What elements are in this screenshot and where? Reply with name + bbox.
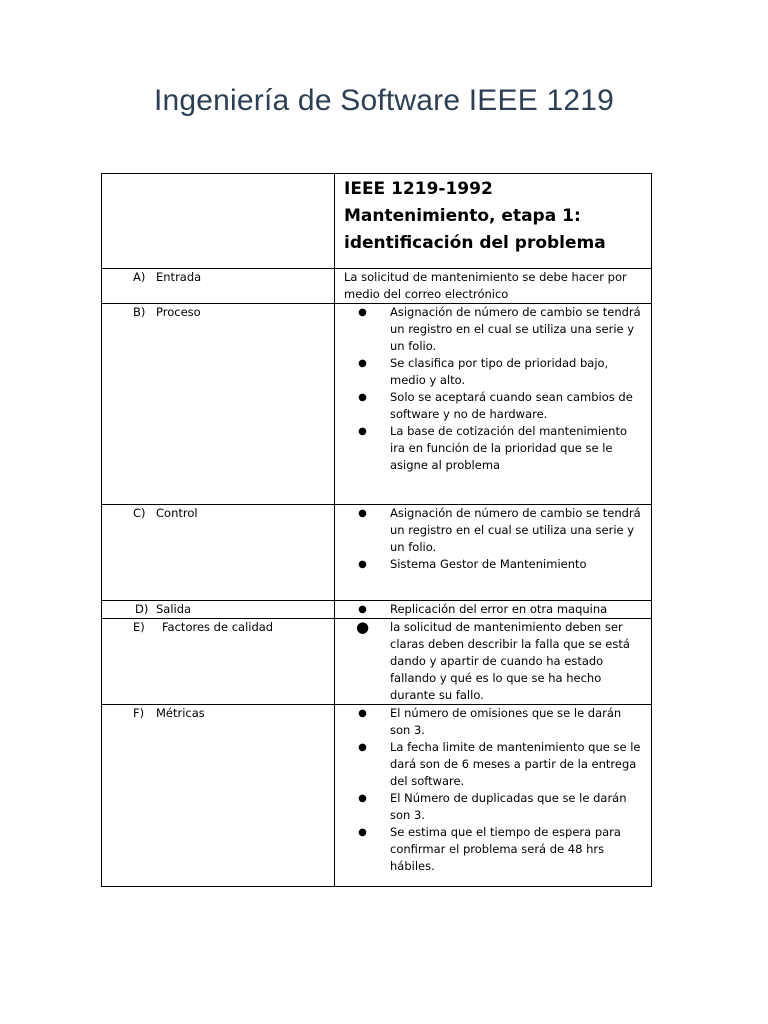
row-content-cell bbox=[335, 269, 652, 304]
list-item: ● La base de cotización del mantenimiento ira en función de la prioridad que se le asigne al problema bbox=[335, 423, 643, 474]
list-item: ● Se clasifica por tipo de prioridad bajo, medio y alto. bbox=[335, 355, 643, 389]
bullet-icon: ● bbox=[358, 708, 367, 719]
table-header-row bbox=[102, 174, 652, 269]
row-letter: E) bbox=[133, 620, 145, 634]
row-content-cell bbox=[335, 705, 652, 887]
row-content-cell bbox=[335, 619, 652, 705]
row-content-cell bbox=[335, 304, 652, 505]
bullet-icon: ● bbox=[358, 559, 367, 570]
list-item: ● Se estima que el tiempo de espera para confirmar el problema será de 48 hrs hábiles. bbox=[335, 824, 643, 875]
row-name: Entrada bbox=[156, 270, 202, 284]
row-name: Métricas bbox=[156, 706, 205, 720]
row-letter: B) bbox=[133, 305, 146, 319]
bullet-icon: ● bbox=[358, 426, 367, 437]
bullet-icon: ● bbox=[358, 358, 367, 369]
row-label-cell bbox=[102, 269, 335, 304]
header-stage: Mantenimiento, etapa 1: bbox=[344, 206, 581, 226]
table-row bbox=[102, 505, 652, 601]
row-letter: F) bbox=[133, 706, 145, 720]
row-letter: D) bbox=[135, 602, 149, 616]
row-label-cell bbox=[102, 619, 335, 705]
bullet-icon: ● bbox=[358, 604, 367, 615]
row-name: Factores de calidad bbox=[162, 620, 274, 634]
bullet-icon: ● bbox=[358, 307, 367, 318]
list-item: ● El número de omisiones que se le darán son 3. bbox=[335, 705, 643, 739]
bullet-icon: ● bbox=[358, 392, 367, 403]
bullet-icon: ● bbox=[358, 827, 367, 838]
header-standard: IEEE 1219-1992 bbox=[344, 179, 493, 199]
row-content-cell bbox=[335, 601, 652, 619]
row-name: Salida bbox=[156, 602, 192, 616]
row-label-cell bbox=[102, 304, 335, 505]
row-content-cell bbox=[335, 505, 652, 601]
header-topic: identificación del problema bbox=[344, 233, 606, 253]
bullet-icon: ● bbox=[358, 793, 367, 804]
table-row bbox=[102, 304, 652, 505]
list-item: ● Asignación de número de cambio se tendrá un registro en el cual se utiliza una serie y un folio. bbox=[335, 505, 643, 556]
header-cell bbox=[335, 174, 652, 269]
table-row bbox=[102, 601, 652, 619]
ieee-1219-table bbox=[101, 173, 652, 887]
bullet-icon: ● bbox=[358, 508, 367, 519]
row-label-cell bbox=[102, 505, 335, 601]
list-item: ● El Número de duplicadas que se le darán son 3. bbox=[335, 790, 643, 824]
bullet-icon: ● bbox=[355, 618, 370, 636]
row-name: Proceso bbox=[156, 305, 201, 319]
table-row bbox=[102, 705, 652, 887]
table-row bbox=[102, 269, 652, 304]
bullet-icon: ● bbox=[358, 742, 367, 753]
table-row bbox=[102, 619, 652, 705]
header-empty-cell bbox=[102, 174, 335, 269]
list-item: ● Replicación del error en otra maquina bbox=[335, 601, 643, 618]
row-letter: C) bbox=[133, 506, 146, 520]
list-item: ● La fecha limite de mantenimiento que se le dará son de 6 meses a partir de la entrega del software. bbox=[335, 739, 643, 790]
list-item: ● Solo se aceptará cuando sean cambios de software y no de hardware. bbox=[335, 389, 643, 423]
page-title: Ingeniería de Software IEEE 1219 bbox=[153, 84, 615, 117]
row-text: La solicitud de mantenimiento se debe hacer por medio del correo electrónico bbox=[344, 270, 627, 301]
row-name: Control bbox=[156, 506, 198, 520]
list-item: ● la solicitud de mantenimiento deben ser claras deben describir la falla que se está dando y apartir de cuando ha estado fallando y qué es lo que se ha hecho durante su fallo. bbox=[335, 619, 643, 704]
row-label-cell bbox=[102, 705, 335, 887]
row-label-cell bbox=[102, 601, 335, 619]
list-item: ● Asignación de número de cambio se tendrá un registro en el cual se utiliza una serie y un folio. bbox=[335, 304, 643, 355]
row-letter: A) bbox=[133, 270, 146, 284]
list-item: ● Sistema Gestor de Mantenimiento bbox=[335, 556, 643, 573]
